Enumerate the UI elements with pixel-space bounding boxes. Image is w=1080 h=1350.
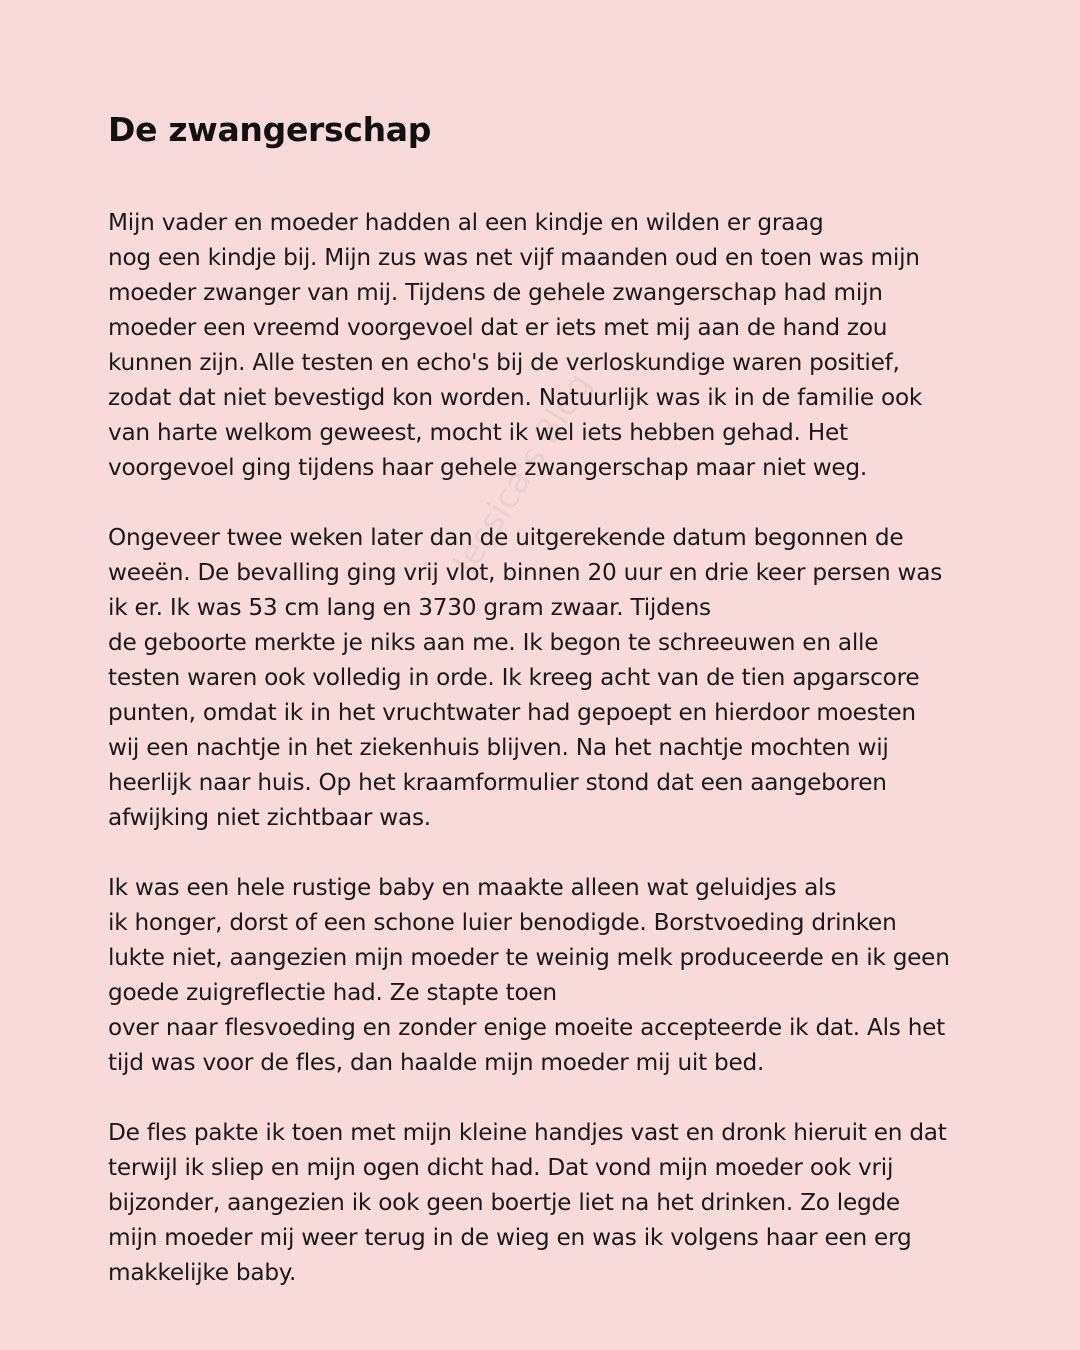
text-line: Ongeveer twee weken later dan de uitgerekende datum begonnen de — [108, 524, 904, 551]
page-title: De zwangerschap — [108, 110, 432, 149]
text-line: wij een nachtje in het ziekenhuis blijven. Na het nachtje mochten wij — [108, 734, 889, 761]
body-text — [108, 205, 988, 1290]
text-line: terwijl ik sliep en mijn ogen dicht had. Dat vond mijn moeder ook vrij — [108, 1154, 894, 1181]
text-line: bijzonder, aangezien ik ook geen boertje liet na het drinken. Zo legde — [108, 1189, 900, 1216]
text-line: Ik was een hele rustige baby en maakte alleen wat geluidjes als — [108, 874, 837, 901]
text-line: Mijn vader en moeder hadden al een kindje en wilden er graag — [108, 209, 824, 236]
text-line: over naar flesvoeding en zonder enige moeite accepteerde ik dat. Als het — [108, 1014, 946, 1041]
paragraph-3 — [108, 870, 988, 1080]
text-line: van harte welkom geweest, mocht ik wel iets hebben gehad. Het — [108, 419, 848, 446]
text-line: lukte niet, aangezien mijn moeder te weinig melk produceerde en ik geen — [108, 944, 950, 971]
text-line: punten, omdat ik in het vruchtwater had gepoept en hierdoor moesten — [108, 699, 916, 726]
text-line: ik er. Ik was 53 cm lang en 3730 gram zwaar. Tijdens — [108, 594, 711, 621]
text-line: goede zuigreflectie had. Ze stapte toen — [108, 979, 557, 1006]
text-line: testen waren ook volledig in orde. Ik kreeg acht van de tien apgarscore — [108, 664, 920, 691]
text-line: nog een kindje bij. Mijn zus was net vijf maanden oud en toen was mijn — [108, 244, 920, 271]
text-line: De fles pakte ik toen met mijn kleine handjes vast en dronk hieruit en dat — [108, 1119, 947, 1146]
text-line: afwijking niet zichtbaar was. — [108, 804, 431, 831]
paragraph-1 — [108, 205, 988, 485]
text-line: voorgevoel ging tijdens haar gehele zwangerschap maar niet weg. — [108, 454, 868, 481]
text-line: tijd was voor de fles, dan haalde mijn moeder mij uit bed. — [108, 1049, 765, 1076]
paragraph-4 — [108, 1115, 988, 1290]
document-page — [108, 104, 988, 1325]
text-line: moeder een vreemd voorgevoel dat er iets met mij aan de hand zou — [108, 314, 888, 341]
text-line: moeder zwanger van mij. Tijdens de gehele zwangerschap had mijn — [108, 279, 883, 306]
paragraph-2 — [108, 520, 988, 835]
text-line: de geboorte merkte je niks aan me. Ik begon te schreeuwen en alle — [108, 629, 879, 656]
text-line: zodat dat niet bevestigd kon worden. Natuurlijk was ik in de familie ook — [108, 384, 923, 411]
text-line: heerlijk naar huis. Op het kraamformulier stond dat een aangeboren — [108, 769, 887, 796]
text-line: mijn moeder mij weer terug in de wieg en was ik volgens haar een erg — [108, 1224, 912, 1251]
text-line: weeën. De bevalling ging vrij vlot, binnen 20 uur en drie keer persen was — [108, 559, 943, 586]
text-line: ik honger, dorst of een schone luier benodigde. Borstvoeding drinken — [108, 909, 897, 936]
text-line: makkelijke baby. — [108, 1259, 297, 1286]
text-line: kunnen zijn. Alle testen en echo's bij de verloskundige waren positief, — [108, 349, 900, 376]
watermark-text: Jessica's Blog — [445, 366, 600, 582]
